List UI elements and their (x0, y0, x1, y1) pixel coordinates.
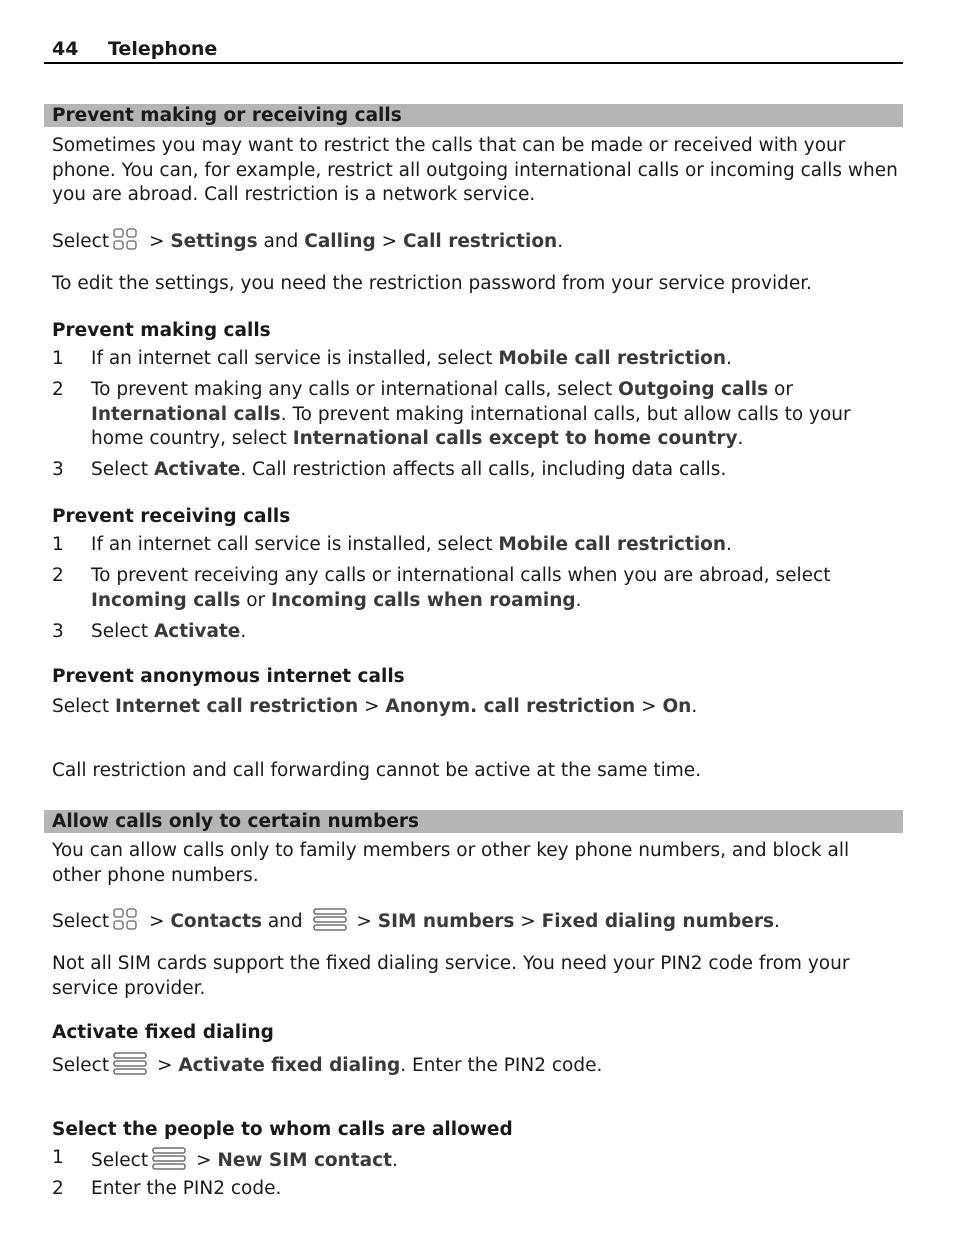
section-heading-bar (44, 104, 903, 127)
subheading-prevent-making: Prevent making calls (52, 320, 271, 341)
subheading-activate-fixed: Activate fixed dialing (52, 1022, 274, 1043)
contacts-link: Contacts (170, 911, 262, 932)
subheading-prevent-receiving: Prevent receiving calls (52, 506, 291, 527)
sim-numbers-link: SIM numbers (377, 911, 515, 932)
page-title: Telephone (108, 38, 218, 60)
section-heading: Allow calls only to certain numbers (52, 811, 420, 832)
edit-note: To edit the settings, you need the restriction password from your service provider. (52, 273, 812, 294)
sim-note: Not all SIM cards support the fixed dialing service. You need your PIN2 code from your service provider. (52, 953, 850, 999)
options-icon (151, 1146, 187, 1180)
restriction-note: Call restriction and call forwarding cannot be active at the same time. (52, 760, 702, 781)
navigation-path: Select > Contacts and > SIM numbers > Fixed dialing numbers. (52, 907, 902, 941)
calling-link: Calling (304, 231, 376, 252)
page-header (44, 38, 903, 64)
subheading-prevent-anonymous: Prevent anonymous internet calls (52, 666, 405, 687)
fixed-dialing-link: Fixed dialing numbers (541, 911, 774, 932)
anonymous-path: Select Internet call restriction > Anonym. call restriction > On. (52, 696, 698, 717)
page-number: 44 (52, 38, 79, 60)
activate-path: Select > Activate fixed dialing. Enter the PIN2 code. (52, 1051, 902, 1085)
intro-paragraph: Sometimes you may want to restrict the calls that can be made or received with your phone. You can, for example, restrict all outgoing international calls or incoming calls when you are abroad. Call restriction is a network service. (52, 135, 898, 205)
intro-paragraph: You can allow calls only to family members or other key phone numbers, and block all other phone numbers. (52, 840, 850, 886)
menu-grid-icon (112, 907, 140, 941)
settings-link: Settings (170, 231, 258, 252)
select-text: Select (52, 231, 110, 252)
section-heading-bar (44, 810, 903, 833)
options-icon (112, 1051, 148, 1085)
section-heading: Prevent making or receiving calls (52, 105, 402, 126)
call-restriction-link: Call restriction (403, 231, 558, 252)
options-icon (312, 907, 348, 941)
menu-grid-icon (112, 227, 140, 261)
navigation-path: Select > Settings and Calling > Call restriction. (52, 227, 902, 261)
subheading-select-people: Select the people to whom calls are allowed (52, 1119, 513, 1140)
